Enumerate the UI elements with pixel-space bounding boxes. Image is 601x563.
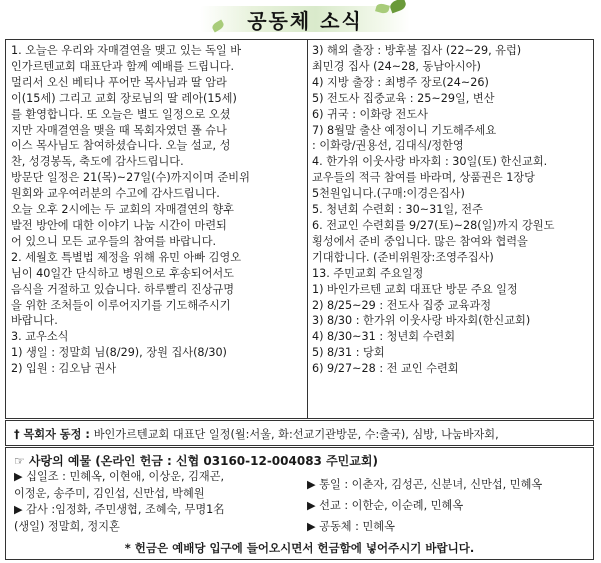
offering-left-column (14, 469, 304, 535)
news-line: 13. 주민교회 주요일정 (312, 266, 424, 280)
ministry-text: 바인가르텐교회 대표단 일정(월:서울, 화:선교기관방문, 수:출국), 심방, 나눔바자회, (93, 428, 499, 441)
offering-box (5, 447, 594, 560)
page-title: 공동체 소식 (247, 9, 363, 33)
left-column (11, 43, 303, 377)
news-line: 5천원입니다.(구매:이경은집사) (312, 187, 465, 201)
news-line: 6) 귀국 : 이화랑 전도사 (312, 107, 428, 121)
offering-line: ▶ 십일조 : 민혜옥, 이현애, 이상운, 김재곤, (14, 470, 225, 483)
news-line: 을 위한 조처들이 이루어지기를 기도해주시기 (11, 298, 231, 312)
offering-right-column (307, 474, 592, 537)
news-line: 4) 지방 출장 : 최병주 장로(24~26) (312, 75, 489, 89)
news-line: 이(15세) 그리고 교회 장로님의 딸 레아(15세) (11, 91, 237, 105)
offering-title: ☞ 사랑의 예물 (온라인 헌금 : 신협 03160-12-004083 주민교회) (14, 454, 378, 468)
column-divider (307, 40, 308, 418)
news-line: 최민경 집사 (24~28, 동남아시아) (312, 59, 481, 73)
news-line: 1) 바인가르텐 교회 대표단 방문 주요 일정 (312, 282, 518, 296)
news-line: 멀리서 오신 베티나 푸어만 목사님과 딸 암라 (11, 75, 227, 89)
news-line: 님이 40일간 단식하고 병원으로 후송되어서도 (11, 266, 234, 280)
news-line: 5. 청년회 수련회 : 30~31일, 전주 (312, 203, 483, 217)
news-line: 1. 오늘은 우리와 자매결연을 맺고 있는 독일 바 (11, 44, 242, 57)
news-line: 교우들의 적극 참여를 바라며, 상품권은 1장당 (312, 171, 535, 185)
news-box (5, 39, 594, 419)
news-line: 4. 한가위 이웃사랑 바자회 : 30일(토) 한신교회. (312, 155, 548, 169)
news-line: 방문단 일정은 21(목)~27일(수)까지이며 준비위 (11, 171, 250, 185)
news-line: 2. 세월호 특별법 제정을 위해 유민 아빠 김영오 (11, 250, 242, 264)
news-line: 지만 자매결연을 맺을 때 목회자였던 폴 슈나 (11, 123, 227, 137)
news-line: 4) 8/30~31 : 청년회 수련회 (312, 330, 456, 344)
news-line: 발전 방안에 대한 이야기 나눔 시간이 마련되 (11, 218, 227, 232)
news-line: 2) 8/25~29 : 전도사 집중 교육과정 (312, 298, 492, 312)
title-banner (200, 2, 410, 36)
news-line: 3) 해외 출장 : 방후불 집사 (22~29, 유럽) (312, 44, 522, 57)
news-line: 7) 8월말 출산 예정이니 기도해주세요 (312, 123, 497, 137)
news-line: 2) 입원 : 김오남 권사 (11, 362, 117, 376)
news-line: 이스 목사님도 참여하셨습니다. 오늘 설교, 성 (11, 139, 231, 153)
offering-note: * 헌금은 예배당 입구에 들어오시면서 헌금함에 넣어주시기 바랍니다. (124, 541, 475, 555)
offering-line: ▶ 감사 :임정화, 주민생협, 조혜숙, 무명1名 (14, 503, 225, 516)
news-line: 를 환영합니다. 또 오늘은 별도 일정으로 오셨 (11, 107, 231, 121)
news-line: 어 있으니 모든 교우들의 참여를 바랍니다. (11, 234, 217, 248)
news-line: 원회와 교우여러분의 수고에 감사드립니다. (11, 187, 220, 201)
offering-line: ▶ 선교 : 이한순, 이순례, 민혜옥 (307, 499, 464, 512)
news-line: 3) 8/30 : 한가위 이웃사랑 바자회(한신교회) (312, 314, 531, 328)
offering-line: 이정운, 송주미, 김인섭, 신만섭, 박혜원 (14, 486, 205, 500)
news-line: 찬, 성경봉독, 축도에 감사드립니다. (11, 155, 184, 169)
news-line: 인가르텐교회 대표단과 함께 예배를 드립니다. (11, 59, 235, 73)
news-line: 오늘 오후 2시에는 두 교회의 자매결연의 향후 (11, 203, 234, 217)
ministry-label: † 목회자 동정 : (14, 428, 94, 441)
news-line: 5) 전도사 집중교육 : 25~29일, 변산 (312, 91, 495, 105)
news-line: 바랍니다. (11, 314, 58, 328)
news-line: 5) 8/31 : 당회 (312, 346, 385, 360)
news-line: : 이화랑/권용선, 김대식/정한영 (312, 139, 464, 153)
offering-line: (생일) 정말희, 정지혼 (14, 519, 120, 533)
news-line: 3. 교우소식 (11, 330, 69, 344)
offering-line: ▶ 통일 : 이춘자, 김성곤, 신분녀, 신만섭, 민혜옥 (307, 478, 543, 491)
news-line: 1) 생일 : 정말희 님(8/29), 장원 집사(8/30) (11, 346, 227, 360)
news-line: 음식을 거절하고 있습니다. 하루빨리 진상규명 (11, 282, 235, 296)
ministry-box (5, 420, 594, 446)
news-line: 횡성에서 준비 중입니다. 많은 참여와 협력을 (312, 234, 528, 248)
news-line: 6) 9/27~28 : 전 교인 수련회 (312, 362, 459, 376)
right-column (312, 43, 592, 377)
news-line: 6. 전교인 수련회를 9/27(토)~28(일)까지 강원도 (312, 218, 555, 232)
offering-line: ▶ 공동체 : 민혜옥 (307, 520, 395, 533)
news-line: 기대합니다. (준비위원장:조영주집사) (312, 250, 494, 264)
